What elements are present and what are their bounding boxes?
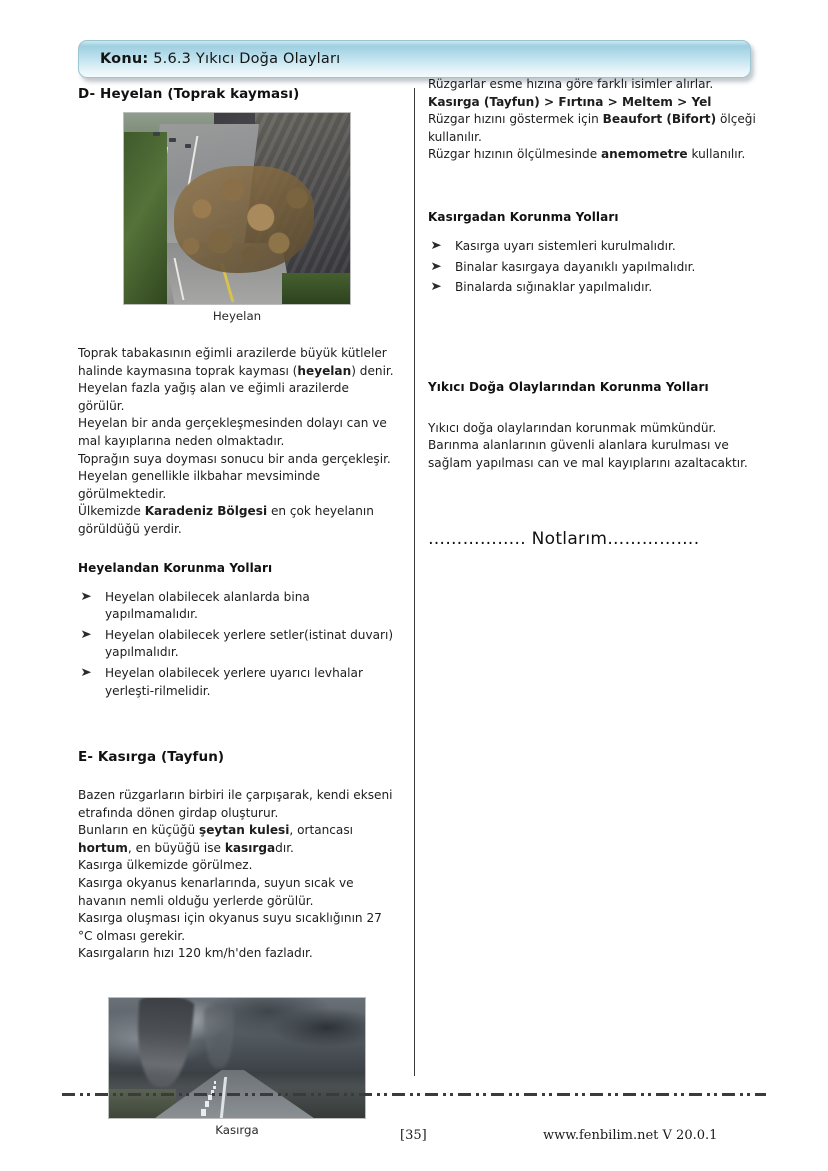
- topic-banner-label: Konu:: [100, 51, 149, 67]
- landslide-vegetation-left: [124, 132, 167, 304]
- bullet-arrow-icon: ➤: [80, 664, 92, 679]
- kasirga-caption: Kasırga: [215, 1123, 259, 1138]
- wind-line-3-bold: Beaufort (Bifort): [602, 112, 717, 127]
- vehicle-2: [169, 138, 176, 142]
- list-item: [428, 238, 758, 256]
- kasirga-line-6: Kasırgaların hızı 120 km/h'den fazladır.: [78, 946, 313, 961]
- topic-banner-text: [100, 51, 340, 67]
- heading-heyelandan-korunma: Heyelandan Korunma Yolları: [78, 560, 273, 575]
- page-number: [35]: [400, 1128, 427, 1143]
- footer-separator: [62, 1093, 766, 1096]
- wind-line-3-a: Rüzgar hızını göstermek için: [428, 112, 603, 127]
- notes-heading: …………….. Notlarım…………….: [428, 528, 700, 549]
- list-item-label: Binalar kasırgaya dayanıklı yapılmalıdır.: [455, 259, 696, 274]
- list-item: [428, 279, 758, 297]
- list-item: [78, 665, 396, 700]
- kasirga-photo: [108, 997, 366, 1119]
- figure-kasirga: [78, 997, 396, 1137]
- general-line-2: Barınma alanlarının güvenli alanlara kurulması ve sağlam yapılması can ve mal kayıplarını azaltacaktır.: [428, 438, 748, 470]
- wind-line-4-a: Rüzgar hızının ölçülmesinde: [428, 147, 601, 162]
- road-dash-1: [201, 1109, 206, 1116]
- list-item: [428, 259, 758, 277]
- bullet-arrow-icon: ➤: [80, 626, 92, 641]
- wind-line-3-c: ölçeği kullanılır.: [428, 112, 756, 144]
- wind-line-1: Rüzgarlar esme hızına göre farklı isimler alırlar.: [428, 77, 714, 91]
- section-heading-heyelan: D- Heyelan (Toprak kayması): [78, 86, 300, 102]
- wind-paragraph: [428, 76, 758, 164]
- list-item-label: Heyelan olabilecek alanlarda bina yapılmamalıdır.: [105, 589, 310, 622]
- vehicle-3: [185, 144, 191, 148]
- kasirga-line-5: Kasırga oluşması için okyanus suyu sıcaklığının 27 °C olması gerekir.: [78, 911, 382, 943]
- general-protection-paragraph: [428, 420, 758, 473]
- kasirga-paragraph: [78, 787, 396, 963]
- kasirga-line-4: Kasırga okyanus kenarlarında, suyun sıcak ve havanın nemli olduğu yerlerde görülür.: [78, 876, 354, 908]
- heading-yikici-doga-korunma: Yıkıcı Doğa Olaylarından Korunma Yolları: [428, 379, 709, 394]
- bullet-arrow-icon: ➤: [430, 237, 442, 252]
- heyelan-caption: Heyelan: [212, 309, 262, 323]
- bullet-arrow-icon: ➤: [430, 258, 442, 273]
- wind-line-3: [428, 112, 756, 144]
- wind-line-4-c: kullanılır.: [687, 147, 746, 162]
- road-dash-6: [214, 1081, 216, 1084]
- footer-site-label: www.fenbilim.net V 20.0.1: [543, 1128, 718, 1143]
- kasirga-line-3: Kasırga ülkemizde görülmez.: [78, 858, 253, 873]
- landslide-vegetation-bottom: [282, 273, 350, 304]
- road-dash-5: [213, 1086, 216, 1089]
- list-item-label: Heyelan olabilecek yerlere uyarıcı levhalar yerleşti-rilmelidir.: [105, 665, 363, 698]
- heyelan-line-6: Ülkemizde Karadeniz Bölgesi en çok heyelanın görüldüğü yerdir.: [78, 504, 374, 536]
- heyelan-protection-list: [78, 589, 396, 701]
- figure-heyelan: [78, 112, 396, 323]
- hurricane-protection-list: [428, 238, 758, 297]
- list-item: [78, 627, 396, 662]
- bullet-arrow-icon: ➤: [430, 279, 442, 294]
- heading-kasirgadan-korunma: Kasırgadan Korunma Yolları: [428, 209, 619, 224]
- wind-scale-line: Kasırga (Tayfun) > Fırtına > Meltem > Yel: [428, 94, 712, 109]
- heyelan-line-5: Heyelan genellikle ilkbahar mevsiminde görülmektedir.: [78, 469, 321, 501]
- column-divider: [414, 88, 415, 1076]
- list-item-label: Kasırga uyarı sistemleri kurulmalıdır.: [455, 238, 676, 253]
- heyelan-line-1: Toprak tabakasının eğimli arazilerde büyük kütleler halinde kaymasına toprak kayması (heyelan) denir.: [78, 346, 394, 378]
- page-footer: [0, 1128, 828, 1150]
- right-column: [428, 76, 758, 549]
- bullet-arrow-icon: ➤: [80, 588, 92, 603]
- wind-line-4-bold: anemometre: [601, 147, 688, 162]
- heyelan-line-3: Heyelan bir anda gerçekleşmesinden dolayı can ve mal kayıplarına neden olmaktadır.: [78, 416, 387, 448]
- heyelan-line-2: Heyelan fazla yağış alan ve eğimli arazilerde görülür.: [78, 381, 349, 413]
- left-column: [78, 86, 396, 1137]
- general-line-1: Yıkıcı doğa olaylarından korunmak mümkündür.: [428, 420, 717, 435]
- section-heading-kasirga: E- Kasırga (Tayfun): [78, 749, 225, 766]
- topic-banner: [78, 40, 751, 78]
- heyelan-photo: [123, 112, 351, 305]
- kasirga-line-1: Bazen rüzgarların birbiri ile çarpışarak, kendi ekseni etrafında dönen girdap oluşturur.: [78, 788, 393, 820]
- wind-line-4: [428, 147, 745, 161]
- vehicle-1: [153, 132, 160, 136]
- topic-banner-title: 5.6.3 Yıkıcı Doğa Olayları: [153, 51, 341, 67]
- road-dash-2: [205, 1101, 209, 1107]
- list-item: [78, 589, 396, 624]
- list-item-label: Heyelan olabilecek yerlere setler(istinat duvarı) yapılmalıdır.: [105, 627, 394, 660]
- list-item-label: Binalarda sığınaklar yapılmalıdır.: [455, 280, 653, 295]
- heyelan-line-4: Toprağın suya doyması sonucu bir anda gerçekleşir.: [78, 451, 391, 466]
- kasirga-line-2: Bunların en küçüğü şeytan kulesi, ortancası hortum, en büyüğü ise kasırgadır.: [78, 823, 353, 855]
- heyelan-paragraph: [78, 345, 396, 539]
